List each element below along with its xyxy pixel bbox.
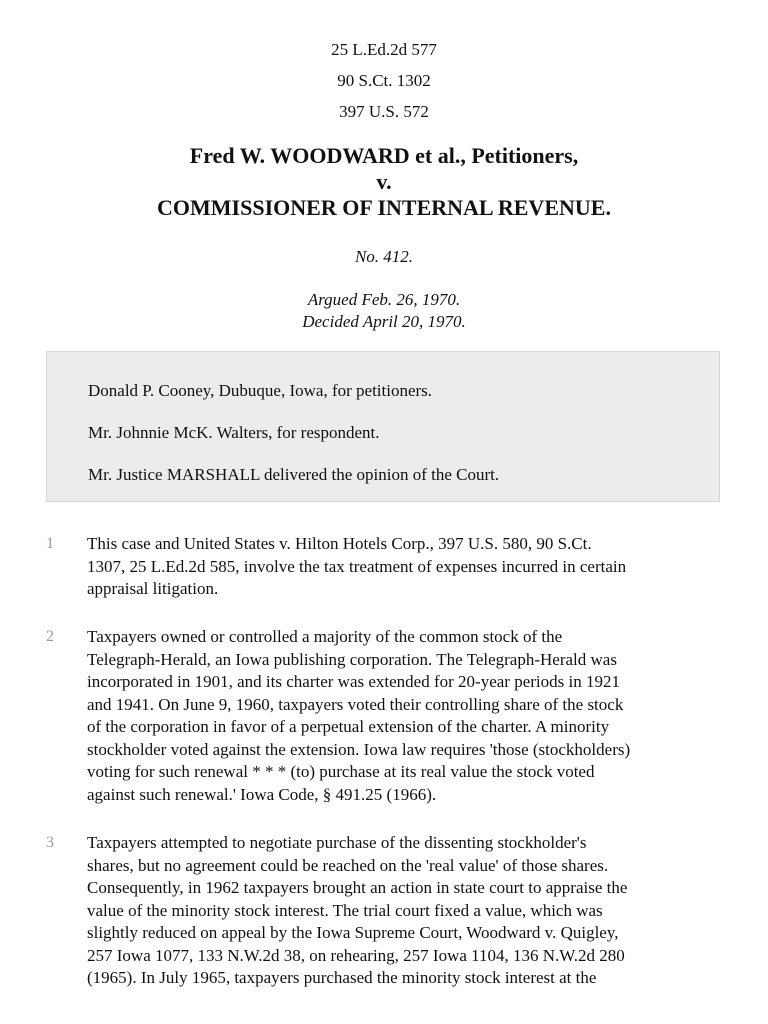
- docket-number: No. 412.: [354, 247, 414, 266]
- paragraph-line: Telegraph-Herald, an Iowa publishing corporation. The Telegraph-Herald was: [87, 649, 617, 669]
- paragraph-line: Taxpayers owned or controlled a majority of the common stock of the: [87, 627, 563, 646]
- citation-us: 397 U.S. 572: [339, 102, 429, 121]
- paragraph-line: (1965). In July 1965, taxpayers purchased the minority stock interest at the: [87, 968, 597, 987]
- paragraph-line: against such renewal.' Iowa Code, § 491.25 (1966).: [87, 784, 437, 804]
- paragraph-number: 3: [46, 834, 54, 851]
- paragraph-line: value of the minority stock interest. The trial court fixed a value, which was: [87, 900, 603, 920]
- paragraph-text: [87, 533, 727, 601]
- paragraph-line: stockholder voted against the extension. Iowa law requires 'those (stockholders): [87, 739, 631, 759]
- counsel-respondent: Mr. Johnnie McK. Walters, for respondent.: [88, 423, 380, 442]
- citation-sct: 90 S.Ct. 1302: [337, 71, 431, 90]
- citation-led: 25 L.Ed.2d 577: [331, 40, 437, 59]
- paragraph-text: [87, 626, 727, 806]
- citations: [0, 34, 768, 127]
- paragraph-line: shares, but no agreement could be reached on the 'real value' of those shares.: [87, 855, 609, 875]
- counsel-petitioners: Donald P. Cooney, Dubuque, Iowa, for petitioners.: [88, 381, 433, 400]
- decided-date: Decided April 20, 1970.: [302, 312, 466, 331]
- paragraph-line: Taxpayers attempted to negotiate purchase of the dissenting stockholder's: [87, 833, 587, 852]
- paragraph-number: 2: [46, 628, 54, 645]
- case-title-versus: v.: [376, 169, 392, 194]
- case-title-petitioners: Fred W. WOODWARD et al., Petitioners,: [189, 143, 579, 168]
- paragraph-line: 257 Iowa 1077, 133 N.W.2d 38, on rehearing, 257 Iowa 1104, 136 N.W.2d 280: [87, 945, 625, 965]
- paragraph-number: 1: [46, 535, 54, 552]
- paragraph-line: incorporated in 1901, and its charter was extended for 20-year periods in 1921: [87, 672, 620, 691]
- paragraph-line: 1307, 25 L.Ed.2d 585, involve the tax treatment of expenses incurred in certain: [87, 556, 627, 576]
- case-title-respondent: COMMISSIONER OF INTERNAL REVENUE.: [157, 195, 611, 220]
- paragraph-line: and 1941. On June 9, 1960, taxpayers voted their controlling share of the stock: [87, 694, 624, 714]
- paragraph-line: This case and United States v. Hilton Hotels Corp., 397 U.S. 580, 90 S.Ct.: [87, 534, 592, 553]
- counsel-box: [46, 351, 720, 502]
- opinion-author: Mr. Justice MARSHALL delivered the opinion of the Court.: [88, 465, 500, 484]
- paragraph-line: of the corporation in favor of a perpetual extension of the charter. A minority: [87, 717, 610, 736]
- paragraph-line: slightly reduced on appeal by the Iowa Supreme Court, Woodward v. Quigley,: [87, 923, 619, 942]
- paragraph-line: voting for such renewal * * * (to) purchase at its real value the stock voted: [87, 762, 595, 781]
- paragraph-line: appraisal litigation.: [87, 579, 219, 598]
- argued-date: Argued Feb. 26, 1970.: [307, 290, 461, 309]
- case-title: [0, 143, 768, 221]
- paragraph-text: [87, 832, 727, 990]
- paragraph-line: Consequently, in 1962 taxpayers brought an action in state court to appraise the: [87, 878, 628, 897]
- case-dates: [0, 289, 768, 333]
